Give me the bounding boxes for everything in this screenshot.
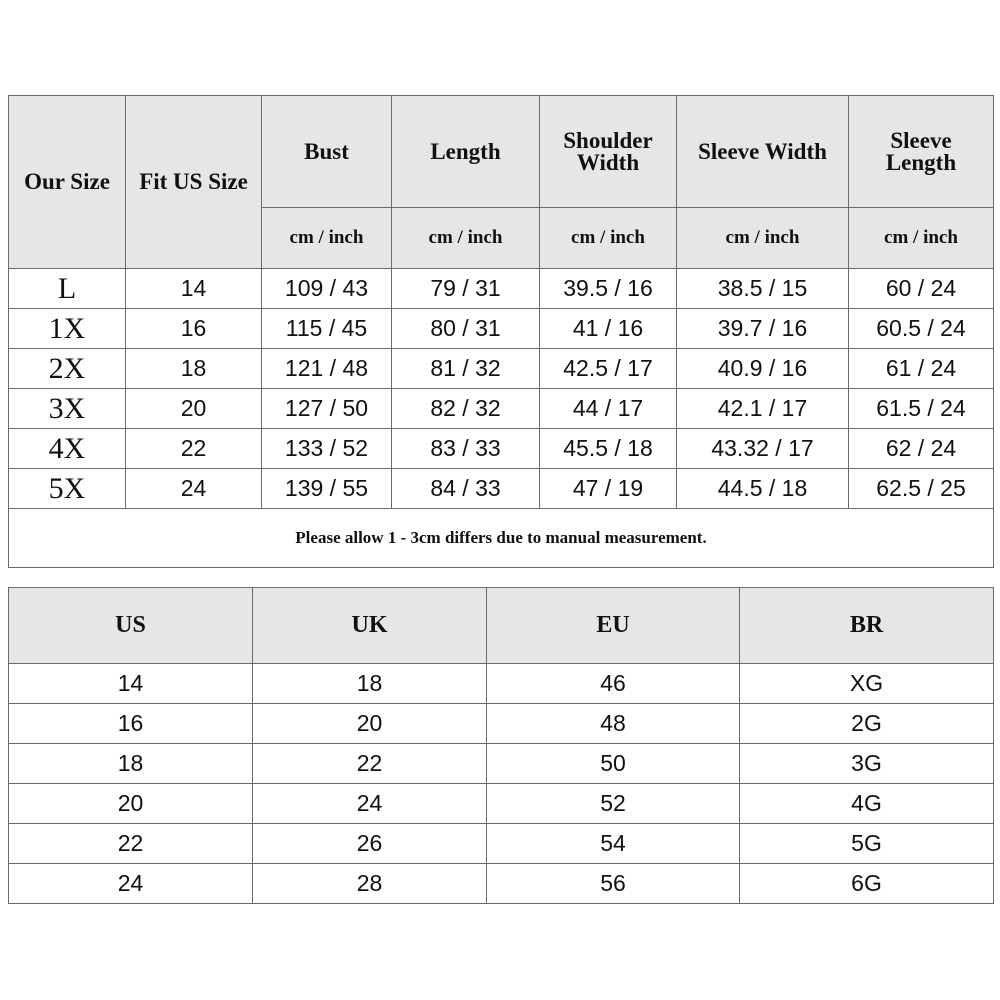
conversion-cell-br: 3G [740, 744, 994, 784]
header-eu: EU [487, 588, 740, 664]
header-uk: UK [253, 588, 487, 664]
header-fit-us-size: Fit US Size [126, 96, 262, 269]
unit-sleeve-length: cm / inch [849, 208, 994, 269]
size-cell-our-size: 2X [9, 349, 126, 389]
conversion-cell-br: XG [740, 664, 994, 704]
size-cell-sleeve-length: 60 / 24 [849, 269, 994, 309]
conversion-cell-us: 20 [9, 784, 253, 824]
size-cell-fit-us: 22 [126, 429, 262, 469]
size-cell-shoulder: 44 / 17 [540, 389, 677, 429]
conversion-cell-us: 14 [9, 664, 253, 704]
conversion-cell-us: 18 [9, 744, 253, 784]
conversion-row [9, 744, 994, 784]
size-cell-fit-us: 24 [126, 469, 262, 509]
size-cell-sleeve-width: 40.9 / 16 [677, 349, 849, 389]
size-cell-our-size: L [9, 269, 126, 309]
size-cell-shoulder: 47 / 19 [540, 469, 677, 509]
conversion-cell-eu: 52 [487, 784, 740, 824]
size-row [9, 269, 994, 309]
size-cell-sleeve-length: 61.5 / 24 [849, 389, 994, 429]
size-cell-bust: 115 / 45 [262, 309, 392, 349]
conversion-cell-eu: 46 [487, 664, 740, 704]
header-shoulder-width: Shoulder Width [540, 96, 677, 208]
size-cell-our-size: 1X [9, 309, 126, 349]
size-row [9, 469, 994, 509]
size-cell-length: 82 / 32 [392, 389, 540, 429]
size-row [9, 389, 994, 429]
conversion-cell-eu: 56 [487, 864, 740, 904]
conversion-cell-br: 6G [740, 864, 994, 904]
size-cell-sleeve-length: 61 / 24 [849, 349, 994, 389]
conversion-row [9, 784, 994, 824]
conversion-cell-uk: 24 [253, 784, 487, 824]
size-row [9, 349, 994, 389]
size-cell-shoulder: 41 / 16 [540, 309, 677, 349]
size-cell-our-size: 3X [9, 389, 126, 429]
size-cell-sleeve-width: 43.32 / 17 [677, 429, 849, 469]
size-cell-fit-us: 14 [126, 269, 262, 309]
size-cell-sleeve-width: 44.5 / 18 [677, 469, 849, 509]
size-cell-fit-us: 20 [126, 389, 262, 429]
conversion-cell-eu: 54 [487, 824, 740, 864]
size-cell-our-size: 4X [9, 429, 126, 469]
size-cell-bust: 139 / 55 [262, 469, 392, 509]
conversion-cell-eu: 48 [487, 704, 740, 744]
conversion-cell-eu: 50 [487, 744, 740, 784]
size-cell-length: 80 / 31 [392, 309, 540, 349]
size-cell-length: 83 / 33 [392, 429, 540, 469]
size-cell-our-size: 5X [9, 469, 126, 509]
size-cell-bust: 133 / 52 [262, 429, 392, 469]
size-cell-length: 79 / 31 [392, 269, 540, 309]
size-cell-sleeve-length: 62 / 24 [849, 429, 994, 469]
conversion-cell-us: 22 [9, 824, 253, 864]
size-cell-fit-us: 18 [126, 349, 262, 389]
conversion-cell-us: 16 [9, 704, 253, 744]
measurement-note: Please allow 1 - 3cm differs due to manual measurement. [9, 509, 994, 568]
conversion-cell-uk: 20 [253, 704, 487, 744]
header-our-size: Our Size [9, 96, 126, 269]
header-us: US [9, 588, 253, 664]
conversion-cell-uk: 26 [253, 824, 487, 864]
conversion-cell-uk: 22 [253, 744, 487, 784]
size-row [9, 429, 994, 469]
size-cell-shoulder: 42.5 / 17 [540, 349, 677, 389]
conversion-cell-br: 5G [740, 824, 994, 864]
unit-shoulder-width: cm / inch [540, 208, 677, 269]
conversion-cell-uk: 28 [253, 864, 487, 904]
header-br: BR [740, 588, 994, 664]
size-row [9, 309, 994, 349]
size-cell-bust: 127 / 50 [262, 389, 392, 429]
size-cell-sleeve-width: 38.5 / 15 [677, 269, 849, 309]
conversion-row [9, 704, 994, 744]
size-cell-bust: 109 / 43 [262, 269, 392, 309]
header-length: Length [392, 96, 540, 208]
size-cell-length: 81 / 32 [392, 349, 540, 389]
conversion-row [9, 824, 994, 864]
size-cell-shoulder: 45.5 / 18 [540, 429, 677, 469]
conversion-cell-br: 2G [740, 704, 994, 744]
header-sleeve-width: Sleeve Width [677, 96, 849, 208]
size-cell-sleeve-width: 42.1 / 17 [677, 389, 849, 429]
size-cell-shoulder: 39.5 / 16 [540, 269, 677, 309]
size-cell-length: 84 / 33 [392, 469, 540, 509]
unit-bust: cm / inch [262, 208, 392, 269]
conversion-cell-br: 4G [740, 784, 994, 824]
unit-length: cm / inch [392, 208, 540, 269]
size-cell-sleeve-length: 60.5 / 24 [849, 309, 994, 349]
unit-sleeve-width: cm / inch [677, 208, 849, 269]
size-chart-table [8, 95, 994, 568]
conversion-cell-us: 24 [9, 864, 253, 904]
size-cell-bust: 121 / 48 [262, 349, 392, 389]
size-cell-sleeve-length: 62.5 / 25 [849, 469, 994, 509]
size-cell-sleeve-width: 39.7 / 16 [677, 309, 849, 349]
size-cell-fit-us: 16 [126, 309, 262, 349]
conversion-row [9, 664, 994, 704]
header-bust: Bust [262, 96, 392, 208]
conversion-cell-uk: 18 [253, 664, 487, 704]
size-conversion-table [8, 587, 994, 904]
conversion-row [9, 864, 994, 904]
header-sleeve-length: Sleeve Length [849, 96, 994, 208]
